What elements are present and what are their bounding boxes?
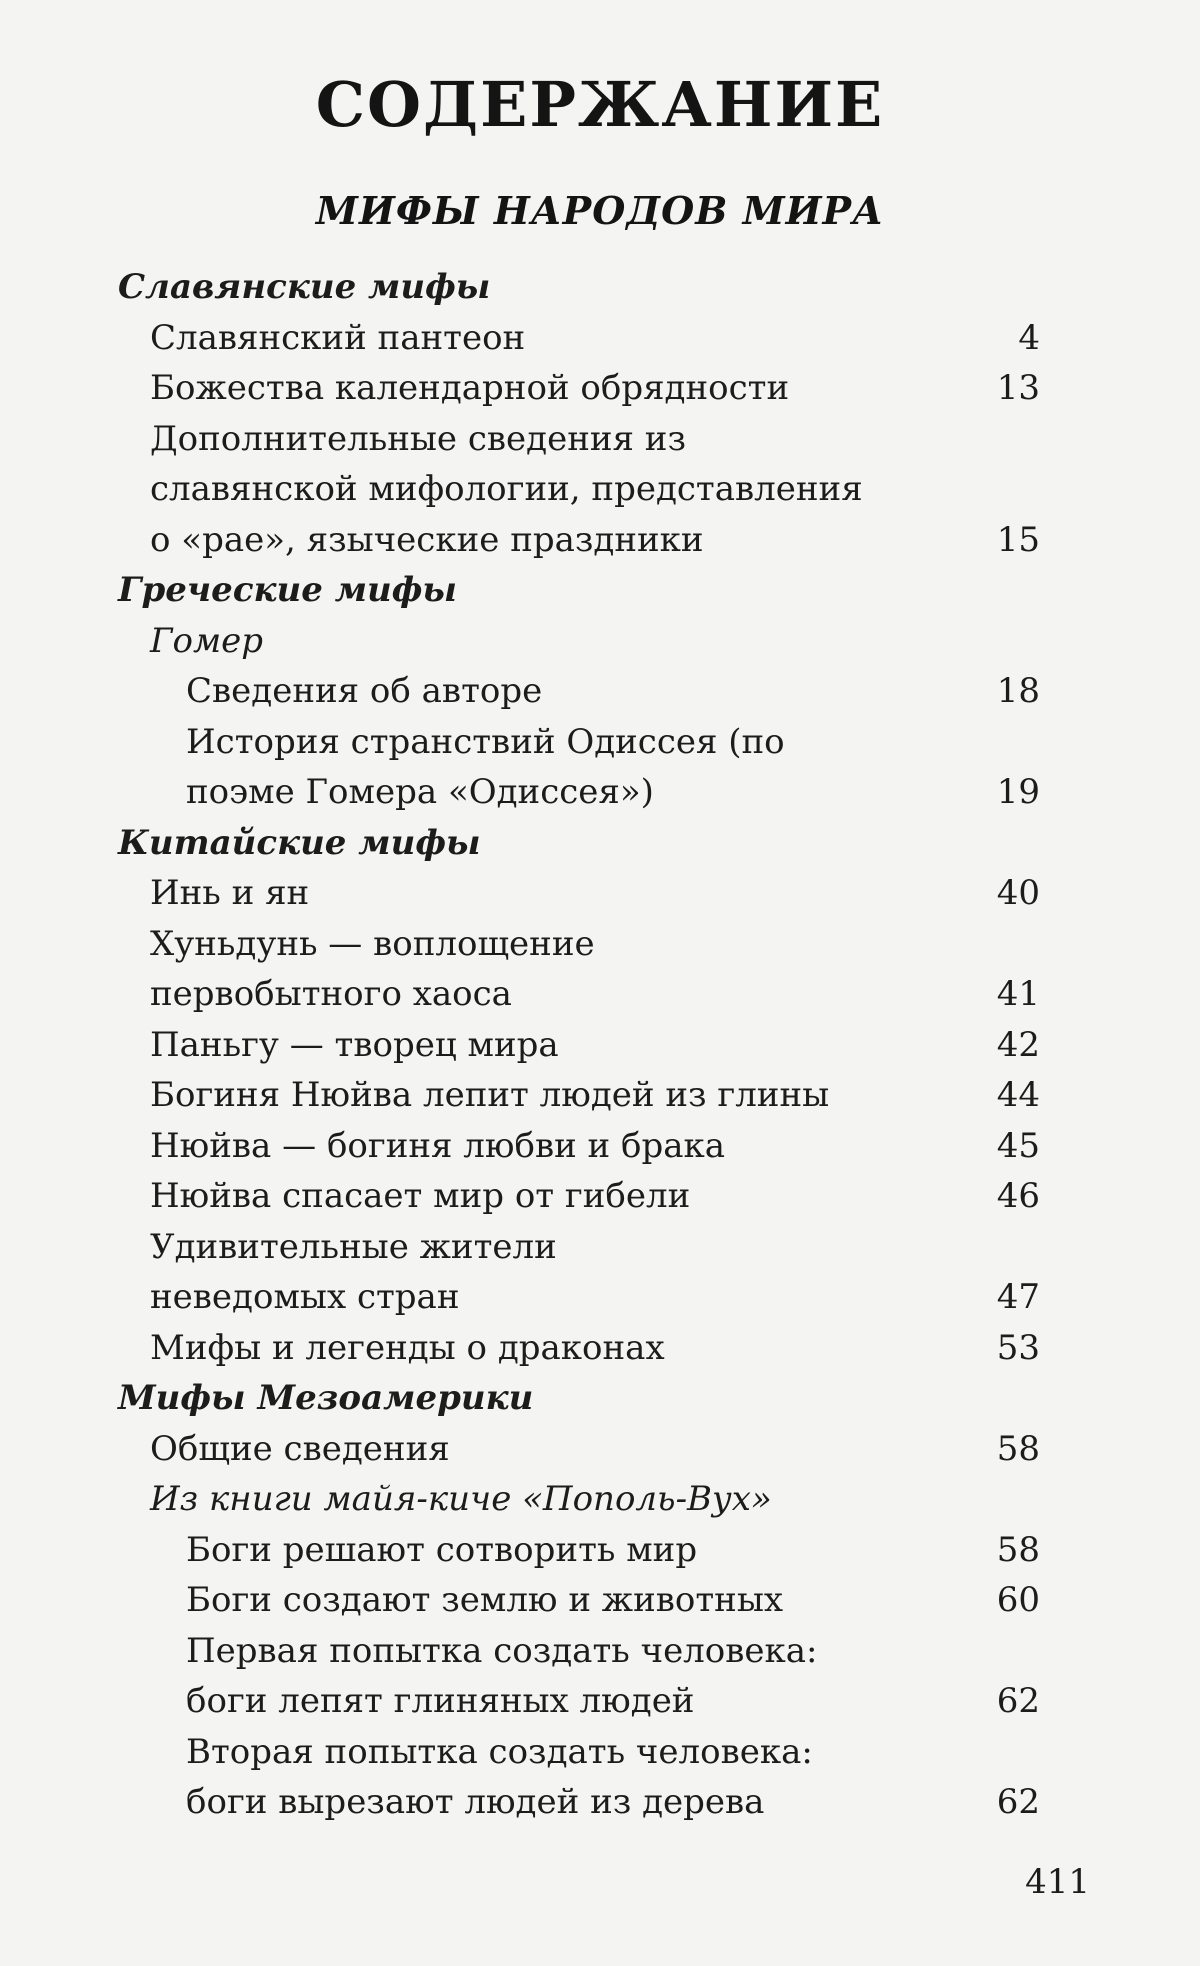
toc-entry — [118, 363, 1048, 414]
toc-subsection-heading — [118, 1474, 1048, 1525]
toc-entry-page: 19 — [996, 772, 1040, 812]
toc-entry-title: Первая попытка создать человека: — [186, 1630, 818, 1671]
toc-entry — [118, 1626, 1048, 1677]
toc-entry-page: 4 — [1018, 317, 1040, 358]
toc-entry-title: Сведения об авторе — [186, 671, 543, 711]
toc-entry — [118, 1777, 1048, 1828]
toc-entry-page: 45 — [996, 1125, 1040, 1166]
toc-entry — [118, 1424, 1048, 1475]
toc-entry-page: 40 — [996, 873, 1040, 913]
toc-entry-page: 62 — [996, 1681, 1040, 1721]
toc-entry-title: Вторая попытка создать человека: — [186, 1731, 813, 1772]
toc-entry-title: Славянские мифы — [118, 267, 491, 307]
toc-entry-title: Паньгу — творец мира — [150, 1024, 559, 1065]
toc-entry-title: Божества календарной обрядности — [150, 368, 790, 408]
toc-entry-page: 62 — [996, 1782, 1040, 1822]
toc-entry-page: 46 — [996, 1176, 1040, 1216]
toc-entry-title: боги лепят глиняных людей — [186, 1681, 695, 1721]
toc-entry — [118, 919, 1048, 970]
toc-entry — [118, 1323, 1048, 1374]
toc-entry-page: 60 — [996, 1580, 1040, 1620]
toc-section-heading — [118, 818, 1048, 869]
toc-entry-title: Мифы Мезоамерики — [118, 1378, 534, 1418]
toc-entry-title: Инь и ян — [150, 873, 310, 913]
toc-section-heading — [118, 262, 1048, 313]
toc-entry — [118, 1222, 1048, 1273]
toc-entry — [118, 969, 1048, 1020]
toc-entry-page: 53 — [996, 1327, 1040, 1368]
toc-entry — [118, 666, 1048, 717]
toc-entry — [118, 1272, 1048, 1323]
toc-entry-page: 15 — [996, 519, 1040, 560]
toc-entry-page: 42 — [996, 1024, 1040, 1065]
toc-entry-page: 58 — [996, 1428, 1040, 1469]
page-subtitle: МИФЫ НАРОДОВ МИРА — [315, 188, 885, 233]
toc-entry — [118, 414, 1048, 465]
toc-entry-title: Хуньдунь — воплощение — [150, 923, 595, 964]
toc-entry — [118, 1121, 1048, 1172]
page-title: СОДЕРЖАНИЕ — [315, 68, 885, 141]
toc-entry-title: Богиня Нюйва лепит людей из глины — [150, 1075, 830, 1115]
toc-section-heading — [118, 565, 1048, 616]
toc-entry-page: 58 — [996, 1529, 1040, 1570]
toc-subsection-heading — [118, 616, 1048, 667]
toc-entry — [118, 1070, 1048, 1121]
table-of-contents — [118, 262, 1048, 1828]
toc-entry-page: 44 — [996, 1075, 1040, 1115]
toc-entry-title: Удивительные жители — [150, 1226, 557, 1267]
toc-entry-page: 41 — [996, 974, 1040, 1014]
toc-entry-title: Общие сведения — [150, 1428, 450, 1469]
toc-entry-title: о «рае», языческие праздники — [150, 519, 704, 560]
toc-entry-title: Мифы и легенды о драконах — [150, 1327, 665, 1368]
toc-entry — [118, 464, 1048, 515]
toc-entry — [118, 313, 1048, 364]
toc-entry-page: 13 — [996, 368, 1040, 408]
toc-entry — [118, 767, 1048, 818]
toc-entry-title: Нюйва спасает мир от гибели — [150, 1176, 691, 1216]
toc-entry-title: Боги создают землю и животных — [186, 1580, 784, 1620]
toc-entry-title: Славянский пантеон — [150, 317, 526, 358]
toc-entry — [118, 868, 1048, 919]
toc-entry-title: Гомер — [150, 620, 264, 661]
toc-entry — [118, 1020, 1048, 1071]
toc-entry — [118, 1575, 1048, 1626]
toc-entry — [118, 1525, 1048, 1576]
toc-entry-title: первобытного хаоса — [150, 974, 512, 1014]
toc-section-heading — [118, 1373, 1048, 1424]
toc-entry-title: славянской мифологии, представления — [150, 469, 863, 509]
toc-entry-title: поэме Гомера «Одиссея») — [186, 772, 654, 812]
toc-entry-title: История странствий Одиссея (по — [186, 721, 785, 762]
toc-entry-title: Китайские мифы — [118, 822, 481, 863]
page-number: 411 — [1025, 1862, 1090, 1902]
toc-entry — [118, 515, 1048, 566]
toc-entry-title: Из книги майя-киче «Пополь-Вух» — [150, 1479, 772, 1519]
toc-entry-page: 47 — [996, 1277, 1040, 1317]
toc-entry — [118, 1676, 1048, 1727]
toc-entry-title: Дополнительные сведения из — [150, 418, 686, 459]
toc-entry-title: неведомых стран — [150, 1277, 460, 1317]
toc-entry-title: Нюйва — богиня любви и брака — [150, 1125, 726, 1166]
toc-entry — [118, 1727, 1048, 1778]
toc-entry-title: Боги решают сотворить мир — [186, 1529, 698, 1570]
toc-entry — [118, 1171, 1048, 1222]
toc-entry-title: боги вырезают людей из дерева — [186, 1782, 765, 1822]
toc-entry-title: Греческие мифы — [118, 570, 458, 610]
toc-entry-page: 18 — [996, 671, 1040, 711]
toc-entry — [118, 717, 1048, 768]
